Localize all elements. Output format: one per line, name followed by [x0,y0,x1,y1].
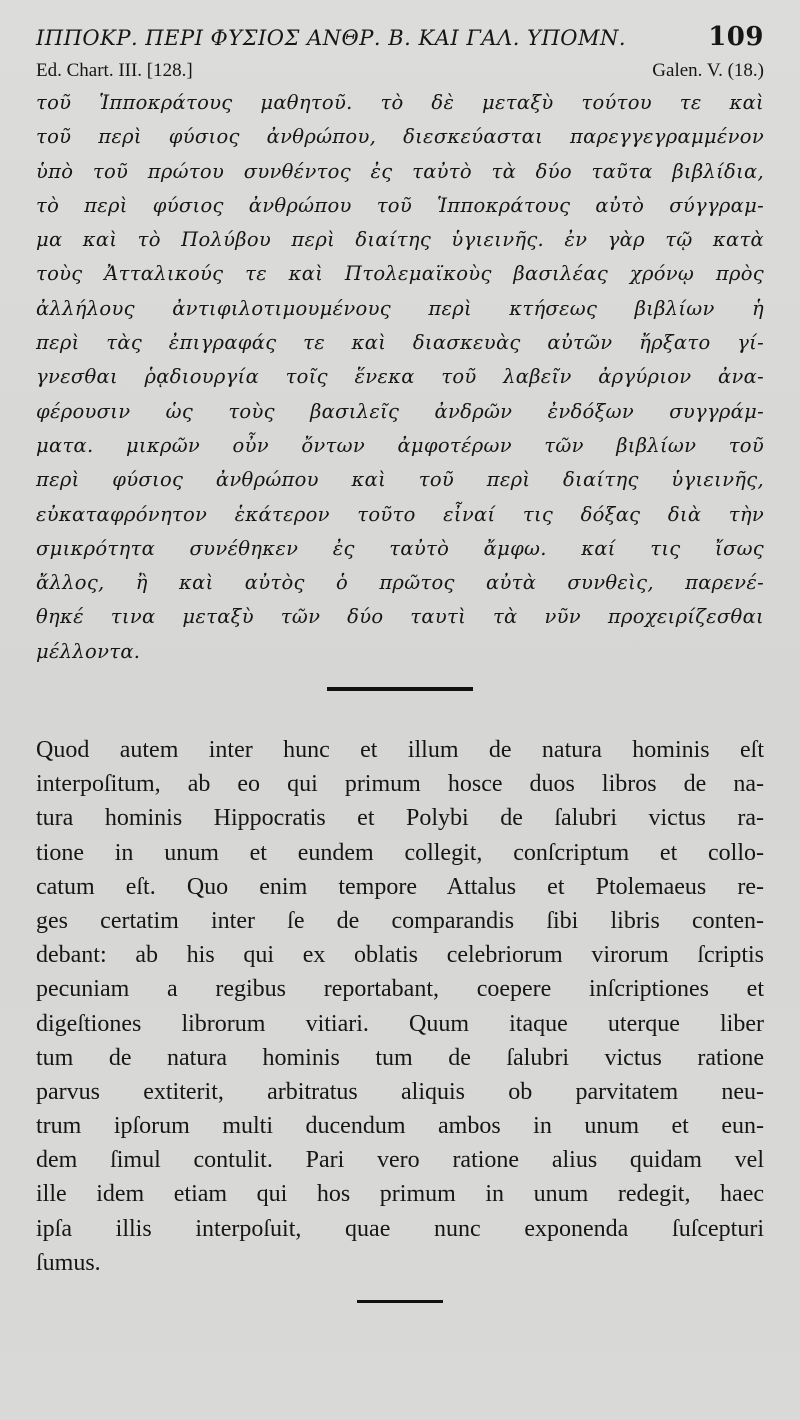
latin-line: tum de natura hominis tum de ſalubri victus ratione [36,1044,764,1071]
latin-line: tura hominis Hippocratis et Polybi de ſalubri victus ra- [36,805,764,832]
running-header [36,22,764,58]
greek-line: εὐκαταφρόνητον ἑκάτερον τοῦτο εἶναί τις δόξας διὰ τὴν [36,502,764,526]
latin-line: digeſtiones librorum vitiari. Quum itaque uterque liber [36,1010,764,1037]
latin-line: ipſa illis interpoſuit, quae nunc exponenda ſuſcepturi [36,1215,764,1242]
greek-line: φέρουσιν ὡς τοὺς βασιλεῖς ἀνδρῶν ἐνδόξων συγγράμ- [36,399,764,423]
page-number: 109 [708,22,764,52]
latin-line: interpoſitum, ab eo qui primum hosce duos libros de na- [36,771,764,798]
latin-line: debant: ab his qui ex oblatis celebriorum virorum ſcriptis [36,942,764,969]
end-divider [357,1300,443,1303]
greek-line: θηκέ τινα μεταξὺ τῶν δύο ταυτὶ τὰ νῦν προχειρίζεσθαι [36,605,764,629]
greek-line: ματα. μικρῶν οὖν ὄντων ἀμφοτέρων τῶν βιβλίων τοῦ [36,433,764,457]
greek-line: τοῦ περὶ φύσιος ἀνθρώπου, διεσκεύασται παρεγγεγραμμένον [36,125,764,149]
latin-line: tione in unum et eundem collegit, conſcriptum et collo- [36,839,764,866]
latin-line: Quod autem inter hunc et illum de natura hominis eſt [36,737,764,764]
greek-line: ὑπὸ τοῦ πρώτου συνθέντος ἐς ταὐτὸ τὰ δύο ταῦτα βιβλίδια, [36,159,764,183]
greek-line: γνεσθαι ῥᾳδιουργία τοῖς ἕνεκα τοῦ λαβεῖν ἀργύριον ἀνα- [36,365,764,389]
running-title: ΙΠΠΟΚΡ. ΠΕΡΙ ΦΥΣΙΟΣ ΑΝΘΡ. Β. ΚΑΙ ΓΑΛ. ΥΠΟΜΝ. [36,26,627,50]
greek-line: ἀλλήλους ἀντιφιλοτιμουμένους περὶ κτήσεως βιβλίων ἡ [36,296,764,320]
latin-line: parvus extiterit, arbitratus aliquis ob parvitatem neu- [36,1078,764,1105]
section-divider [327,687,473,691]
edition-reference [36,60,764,86]
latin-line: pecuniam a regibus reportabant, coepere inſcriptiones et [36,976,764,1003]
greek-line: ἄλλος, ἢ καὶ αὐτὸς ὁ πρῶτος αὐτὰ συνθεὶς, παρενέ- [36,571,764,595]
latin-line: ſumus. [36,1249,101,1276]
greek-line: μα καὶ τὸ Πολύβου περὶ διαίτης ὑγιεινῆς. ἐν γὰρ τῷ κατὰ [36,228,764,252]
latin-line: dem ſimul contulit. Pari vero ratione alius quidam vel [36,1147,764,1174]
greek-line: τὸ περὶ φύσιος ἀνθρώπου τοῦ Ἱπποκράτους αὐτὸ σύγγραμ- [36,193,764,217]
latin-line: ille idem etiam qui hos primum in unum redegit, haec [36,1181,764,1208]
greek-line: περὶ τὰς ἐπιγραφάς τε καὶ διασκευὰς αὐτῶν ἤρξατο γί- [36,331,764,355]
latin-line: ges certatim inter ſe de comparandis ſibi libris conten- [36,907,764,934]
latin-line: trum ipſorum multi ducendum ambos in unum et eun- [36,1113,764,1140]
greek-line: περὶ φύσιος ἀνθρώπου καὶ τοῦ περὶ διαίτης ὑγιεινῆς, [36,468,764,492]
greek-line: σμικρότητα συνέθηκεν ἐς ταὐτὸ ἄμφω. καί τις ἴσως [36,536,764,560]
greek-line: τοῦ Ἱπποκράτους μαθητοῦ. τὸ δὲ μεταξὺ τούτου τε καὶ [36,91,764,114]
latin-text-block [36,733,764,1280]
greek-text-block [36,86,764,669]
latin-line: catum eſt. Quo enim tempore Attalus et Ptolemaeus re- [36,873,764,900]
edition-right: Galen. V. (18.) [652,60,764,81]
greek-line: μέλλοντα. [36,639,141,663]
greek-line: τοὺς Ἀτταλικούς τε καὶ Πτολεμαϊκοὺς βασιλέας χρόνῳ πρὸς [36,262,764,286]
edition-left: Ed. Chart. III. [128.] [36,60,193,81]
